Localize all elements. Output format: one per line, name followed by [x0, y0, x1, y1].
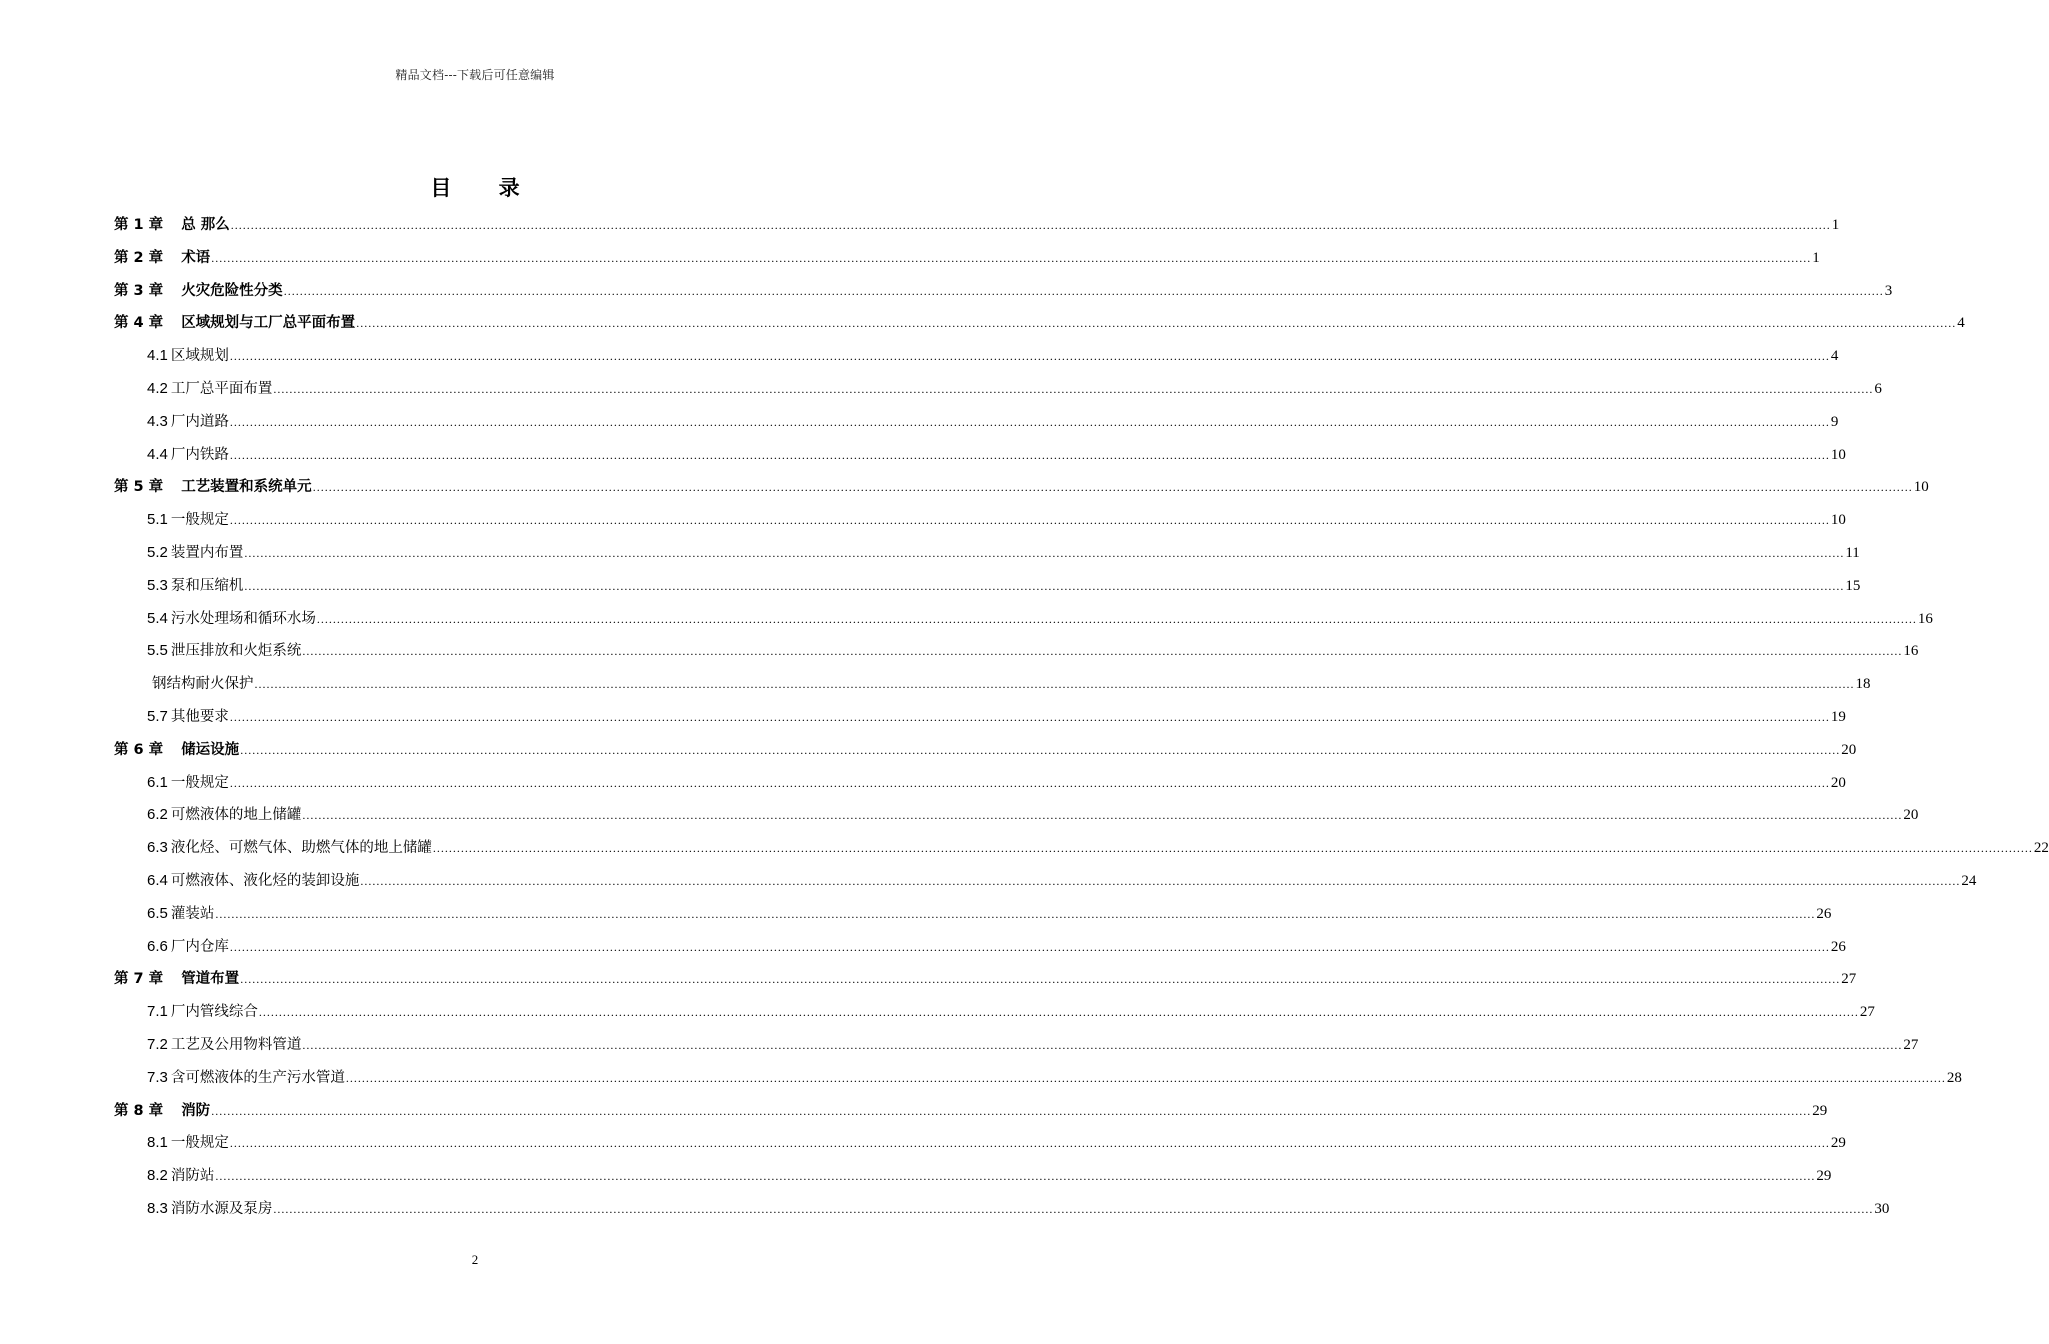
toc-entry-number: 第 7 章: [114, 971, 164, 988]
toc-entry-number: 5.7: [147, 707, 168, 725]
toc-entry-page: 18: [1855, 676, 1871, 693]
toc-leader-dots: ................................................................................................................................................................................................................................................................................................................................................................................................................: [229, 709, 1830, 724]
toc-entry-title: 消防水源及泵房: [170, 1200, 273, 1217]
toc-entry-title: 一般规定: [170, 774, 229, 791]
toc-entry-page: 16: [1903, 643, 1919, 660]
toc-entry-number: 第 2 章: [114, 249, 164, 266]
toc-entry-page: 4: [1830, 348, 1839, 365]
toc-entry-title: 消防: [181, 1102, 211, 1119]
toc-leader-dots: ................................................................................................................................................................................................................................................................................................................................................................................................................: [302, 644, 1903, 659]
toc-entry-number: 4.4: [147, 445, 168, 463]
toc-leader-dots: ................................................................................................................................................................................................................................................................................................................................................................................................................: [229, 349, 1830, 364]
toc-section-entry[interactable]: [114, 996, 1875, 1029]
toc-entry-title: 工艺装置和系统单元: [181, 479, 312, 496]
table-of-contents: [114, 209, 2049, 1226]
toc-section-entry[interactable]: [114, 439, 1846, 472]
toc-entry-page: 29: [1816, 1168, 1832, 1185]
toc-section-entry[interactable]: [114, 1160, 1832, 1193]
toc-leader-dots: ................................................................................................................................................................................................................................................................................................................................................................................................................: [211, 1103, 1812, 1118]
toc-leader-dots: ................................................................................................................................................................................................................................................................................................................................................................................................................: [229, 939, 1830, 954]
toc-entry-title: 装置内布置: [170, 544, 244, 561]
toc-entry-number: 8.2: [147, 1167, 168, 1185]
toc-leader-dots: ................................................................................................................................................................................................................................................................................................................................................................................................................: [244, 545, 1845, 560]
toc-entry-title: 总 那么: [181, 217, 230, 233]
toc-entry-title: 泵和压缩机: [170, 577, 244, 594]
toc-entry-number: 6.2: [147, 806, 168, 824]
toc-section-entry[interactable]: [114, 603, 1933, 636]
toc-entry-title: 污水处理场和循环水场: [170, 610, 316, 627]
toc-entry-number: 第 8 章: [114, 1102, 164, 1119]
toc-leader-dots: ................................................................................................................................................................................................................................................................................................................................................................................................................: [283, 283, 1884, 298]
toc-entry-number: 第 3 章: [114, 282, 164, 299]
toc-leader-dots: ................................................................................................................................................................................................................................................................................................................................................................................................................: [229, 1136, 1830, 1151]
toc-entry-number: 第 5 章: [114, 479, 164, 496]
toc-leader-dots: ................................................................................................................................................................................................................................................................................................................................................................................................................: [254, 677, 1855, 692]
toc-entry-page: 19: [1830, 708, 1846, 725]
toc-entry-page: 24: [1961, 872, 1977, 889]
toc-entry-title: 其他要求: [170, 708, 229, 725]
toc-leader-dots: ................................................................................................................................................................................................................................................................................................................................................................................................................: [229, 775, 1830, 790]
toc-leader-dots: ................................................................................................................................................................................................................................................................................................................................................................................................................: [229, 447, 1830, 462]
toc-entry-number: 7.1: [147, 1003, 168, 1021]
toc-entry-page: 20: [1903, 807, 1919, 824]
toc-chapter-entry[interactable]: [114, 209, 1840, 242]
toc-entry-page: 28: [1946, 1069, 1962, 1086]
toc-leader-dots: ................................................................................................................................................................................................................................................................................................................................................................................................................: [302, 1037, 1903, 1052]
toc-leader-dots: ................................................................................................................................................................................................................................................................................................................................................................................................................: [312, 480, 1913, 495]
toc-entry-number: 6.5: [147, 904, 168, 922]
toc-section-entry[interactable]: [114, 931, 1846, 964]
toc-entry-number: 第 4 章: [114, 315, 164, 332]
toc-entry-title: 储运设施: [181, 741, 240, 758]
toc-entry-title: 管道布置: [181, 971, 240, 988]
toc-entry-page: 15: [1845, 577, 1861, 594]
toc-entry-title: 含可燃液体的生产污水管道: [170, 1069, 345, 1086]
toc-entry-page: 26: [1830, 938, 1846, 955]
toc-entry-page: 9: [1830, 413, 1839, 430]
toc-section-entry[interactable]: [114, 799, 1919, 832]
toc-leader-dots: ................................................................................................................................................................................................................................................................................................................................................................................................................: [229, 414, 1830, 429]
toc-entry-page: 20: [1830, 774, 1846, 791]
toc-entry-page: 10: [1830, 446, 1846, 463]
toc-section-entry[interactable]: [114, 570, 1861, 603]
toc-entry-number: 4.2: [147, 379, 168, 397]
toc-entry-page: 22: [2033, 840, 2049, 857]
toc-section-entry[interactable]: [114, 767, 1846, 800]
toc-section-entry[interactable]: [114, 373, 1882, 406]
toc-section-entry[interactable]: [114, 701, 1846, 734]
toc-entry-number: 6.6: [147, 937, 168, 955]
toc-entry-number: 第 1 章: [114, 217, 164, 233]
toc-entry-number: 8.3: [147, 1199, 168, 1217]
toc-chapter-entry[interactable]: [114, 307, 1965, 340]
toc-entry-number: 5.5: [147, 642, 168, 660]
toc-leader-dots: ................................................................................................................................................................................................................................................................................................................................................................................................................: [215, 906, 1816, 921]
toc-entry-number: 5.2: [147, 543, 168, 561]
toc-chapter-entry[interactable]: [114, 471, 1929, 504]
toc-entry-page: 4: [1957, 315, 1965, 332]
toc-entry-title: 一般规定: [170, 512, 229, 529]
toc-entry-number: 6.4: [147, 871, 168, 889]
toc-leader-dots: ................................................................................................................................................................................................................................................................................................................................................................................................................: [273, 381, 1874, 396]
toc-leader-dots: ................................................................................................................................................................................................................................................................................................................................................................................................................: [215, 1169, 1816, 1184]
toc-entry-title: 厂内管线综合: [170, 1004, 258, 1021]
toc-entry-page: 3: [1884, 282, 1893, 299]
toc-section-entry[interactable]: [114, 1029, 1919, 1062]
toc-entry-page: 27: [1859, 1004, 1875, 1021]
toc-leader-dots: ................................................................................................................................................................................................................................................................................................................................................................................................................: [356, 316, 1957, 331]
toc-entry-page: 29: [1830, 1135, 1846, 1152]
toc-entry-number: 4.1: [147, 347, 168, 365]
toc-entry-page: 10: [1830, 512, 1846, 529]
toc-entry-number: 6.3: [147, 839, 168, 857]
toc-leader-dots: ................................................................................................................................................................................................................................................................................................................................................................................................................: [432, 841, 2033, 856]
toc-entry-page: 1: [1831, 217, 1840, 233]
toc-entry-number: 4.3: [147, 412, 168, 430]
toc-entry-number: 8.1: [147, 1134, 168, 1152]
toc-entry-title: 区域规划: [170, 348, 229, 365]
toc-entry-title: 区域规划与工厂总平面布置: [181, 315, 356, 332]
toc-entry-page: 26: [1816, 905, 1832, 922]
toc-entry-title: 工厂总平面布置: [170, 380, 273, 397]
toc-section-entry[interactable]: [114, 668, 1871, 701]
toc-entry-title: 工艺及公用物料管道: [170, 1036, 302, 1053]
toc-entry-title: 泄压排放和火炬系统: [170, 643, 302, 660]
toc-entry-number: 5.4: [147, 609, 168, 627]
toc-section-entry[interactable]: [114, 635, 1919, 668]
toc-section-entry[interactable]: [114, 1127, 1846, 1160]
toc-chapter-entry[interactable]: [114, 242, 1820, 275]
toc-entry-page: 11: [1845, 544, 1860, 561]
toc-leader-dots: ................................................................................................................................................................................................................................................................................................................................................................................................................: [302, 808, 1903, 823]
toc-entry-title: 消防站: [170, 1168, 215, 1185]
toc-entry-page: 16: [1917, 610, 1933, 627]
page-number: 2: [471, 1252, 479, 1267]
toc-entry-title: 可燃液体的地上储罐: [170, 807, 302, 824]
toc-chapter-entry[interactable]: [114, 734, 1857, 767]
toc-entry-title: 钢结构耐火保护: [152, 676, 254, 693]
toc-entry-page: 1: [1812, 249, 1820, 266]
toc-leader-dots: ................................................................................................................................................................................................................................................................................................................................................................................................................: [211, 250, 1812, 265]
toc-section-entry[interactable]: [114, 340, 1839, 373]
toc-section-entry[interactable]: [114, 406, 1839, 439]
toc-section-entry[interactable]: [114, 865, 1977, 898]
toc-entry-page: 20: [1841, 741, 1857, 758]
toc-title: 目 录: [430, 176, 540, 200]
toc-entry-title: 厂内铁路: [170, 446, 229, 463]
toc-leader-dots: ................................................................................................................................................................................................................................................................................................................................................................................................................: [316, 611, 1917, 626]
toc-entry-page: 6: [1874, 380, 1882, 397]
toc-leader-dots: ................................................................................................................................................................................................................................................................................................................................................................................................................: [360, 873, 1961, 888]
toc-entry-page: 30: [1874, 1200, 1890, 1217]
toc-leader-dots: ................................................................................................................................................................................................................................................................................................................................................................................................................: [230, 218, 1831, 232]
toc-section-entry[interactable]: [114, 504, 1846, 537]
toc-entry-page: 10: [1913, 479, 1929, 496]
toc-leader-dots: ................................................................................................................................................................................................................................................................................................................................................................................................................: [345, 1070, 1946, 1085]
toc-section-entry[interactable]: [114, 898, 1832, 931]
toc-entry-title: 厂内仓库: [170, 938, 229, 955]
toc-entry-title: 液化烃、可燃气体、助燃气体的地上储罐: [170, 840, 432, 857]
toc-leader-dots: ................................................................................................................................................................................................................................................................................................................................................................................................................: [244, 578, 1845, 593]
toc-entry-page: 27: [1841, 971, 1857, 988]
page-header: 精品文档---下载后可任意编辑: [395, 68, 555, 82]
toc-entry-number: 5.3: [147, 576, 168, 594]
toc-leader-dots: ................................................................................................................................................................................................................................................................................................................................................................................................................: [229, 513, 1830, 528]
toc-entry-number: 7.2: [147, 1035, 168, 1053]
toc-leader-dots: ................................................................................................................................................................................................................................................................................................................................................................................................................: [273, 1201, 1874, 1216]
toc-chapter-entry[interactable]: [114, 275, 1893, 308]
toc-entry-title: 术语: [181, 249, 211, 266]
toc-entry-page: 29: [1812, 1102, 1828, 1119]
toc-entry-title: 可燃液体、液化烃的装卸设施: [170, 872, 360, 889]
toc-entry-number: 7.3: [147, 1068, 168, 1086]
toc-entry-page: 27: [1903, 1036, 1919, 1053]
toc-leader-dots: ................................................................................................................................................................................................................................................................................................................................................................................................................: [258, 1005, 1859, 1020]
toc-leader-dots: ................................................................................................................................................................................................................................................................................................................................................................................................................: [240, 972, 1841, 987]
toc-leader-dots: ................................................................................................................................................................................................................................................................................................................................................................................................................: [240, 742, 1841, 757]
toc-entry-number: 第 6 章: [114, 741, 164, 758]
toc-section-entry[interactable]: [114, 1062, 1962, 1095]
toc-entry-number: 6.1: [147, 773, 168, 791]
toc-section-entry[interactable]: [114, 832, 2049, 865]
toc-entry-number: 5.1: [147, 511, 168, 529]
toc-chapter-entry[interactable]: [114, 963, 1857, 996]
toc-entry-title: 灌装站: [170, 905, 215, 922]
toc-entry-title: 火灾危险性分类: [181, 282, 283, 299]
toc-entry-title: 一般规定: [170, 1135, 229, 1152]
toc-chapter-entry[interactable]: [114, 1095, 1828, 1128]
toc-section-entry[interactable]: [114, 537, 1860, 570]
toc-section-entry[interactable]: [114, 1193, 1890, 1226]
toc-entry-title: 厂内道路: [170, 413, 229, 430]
